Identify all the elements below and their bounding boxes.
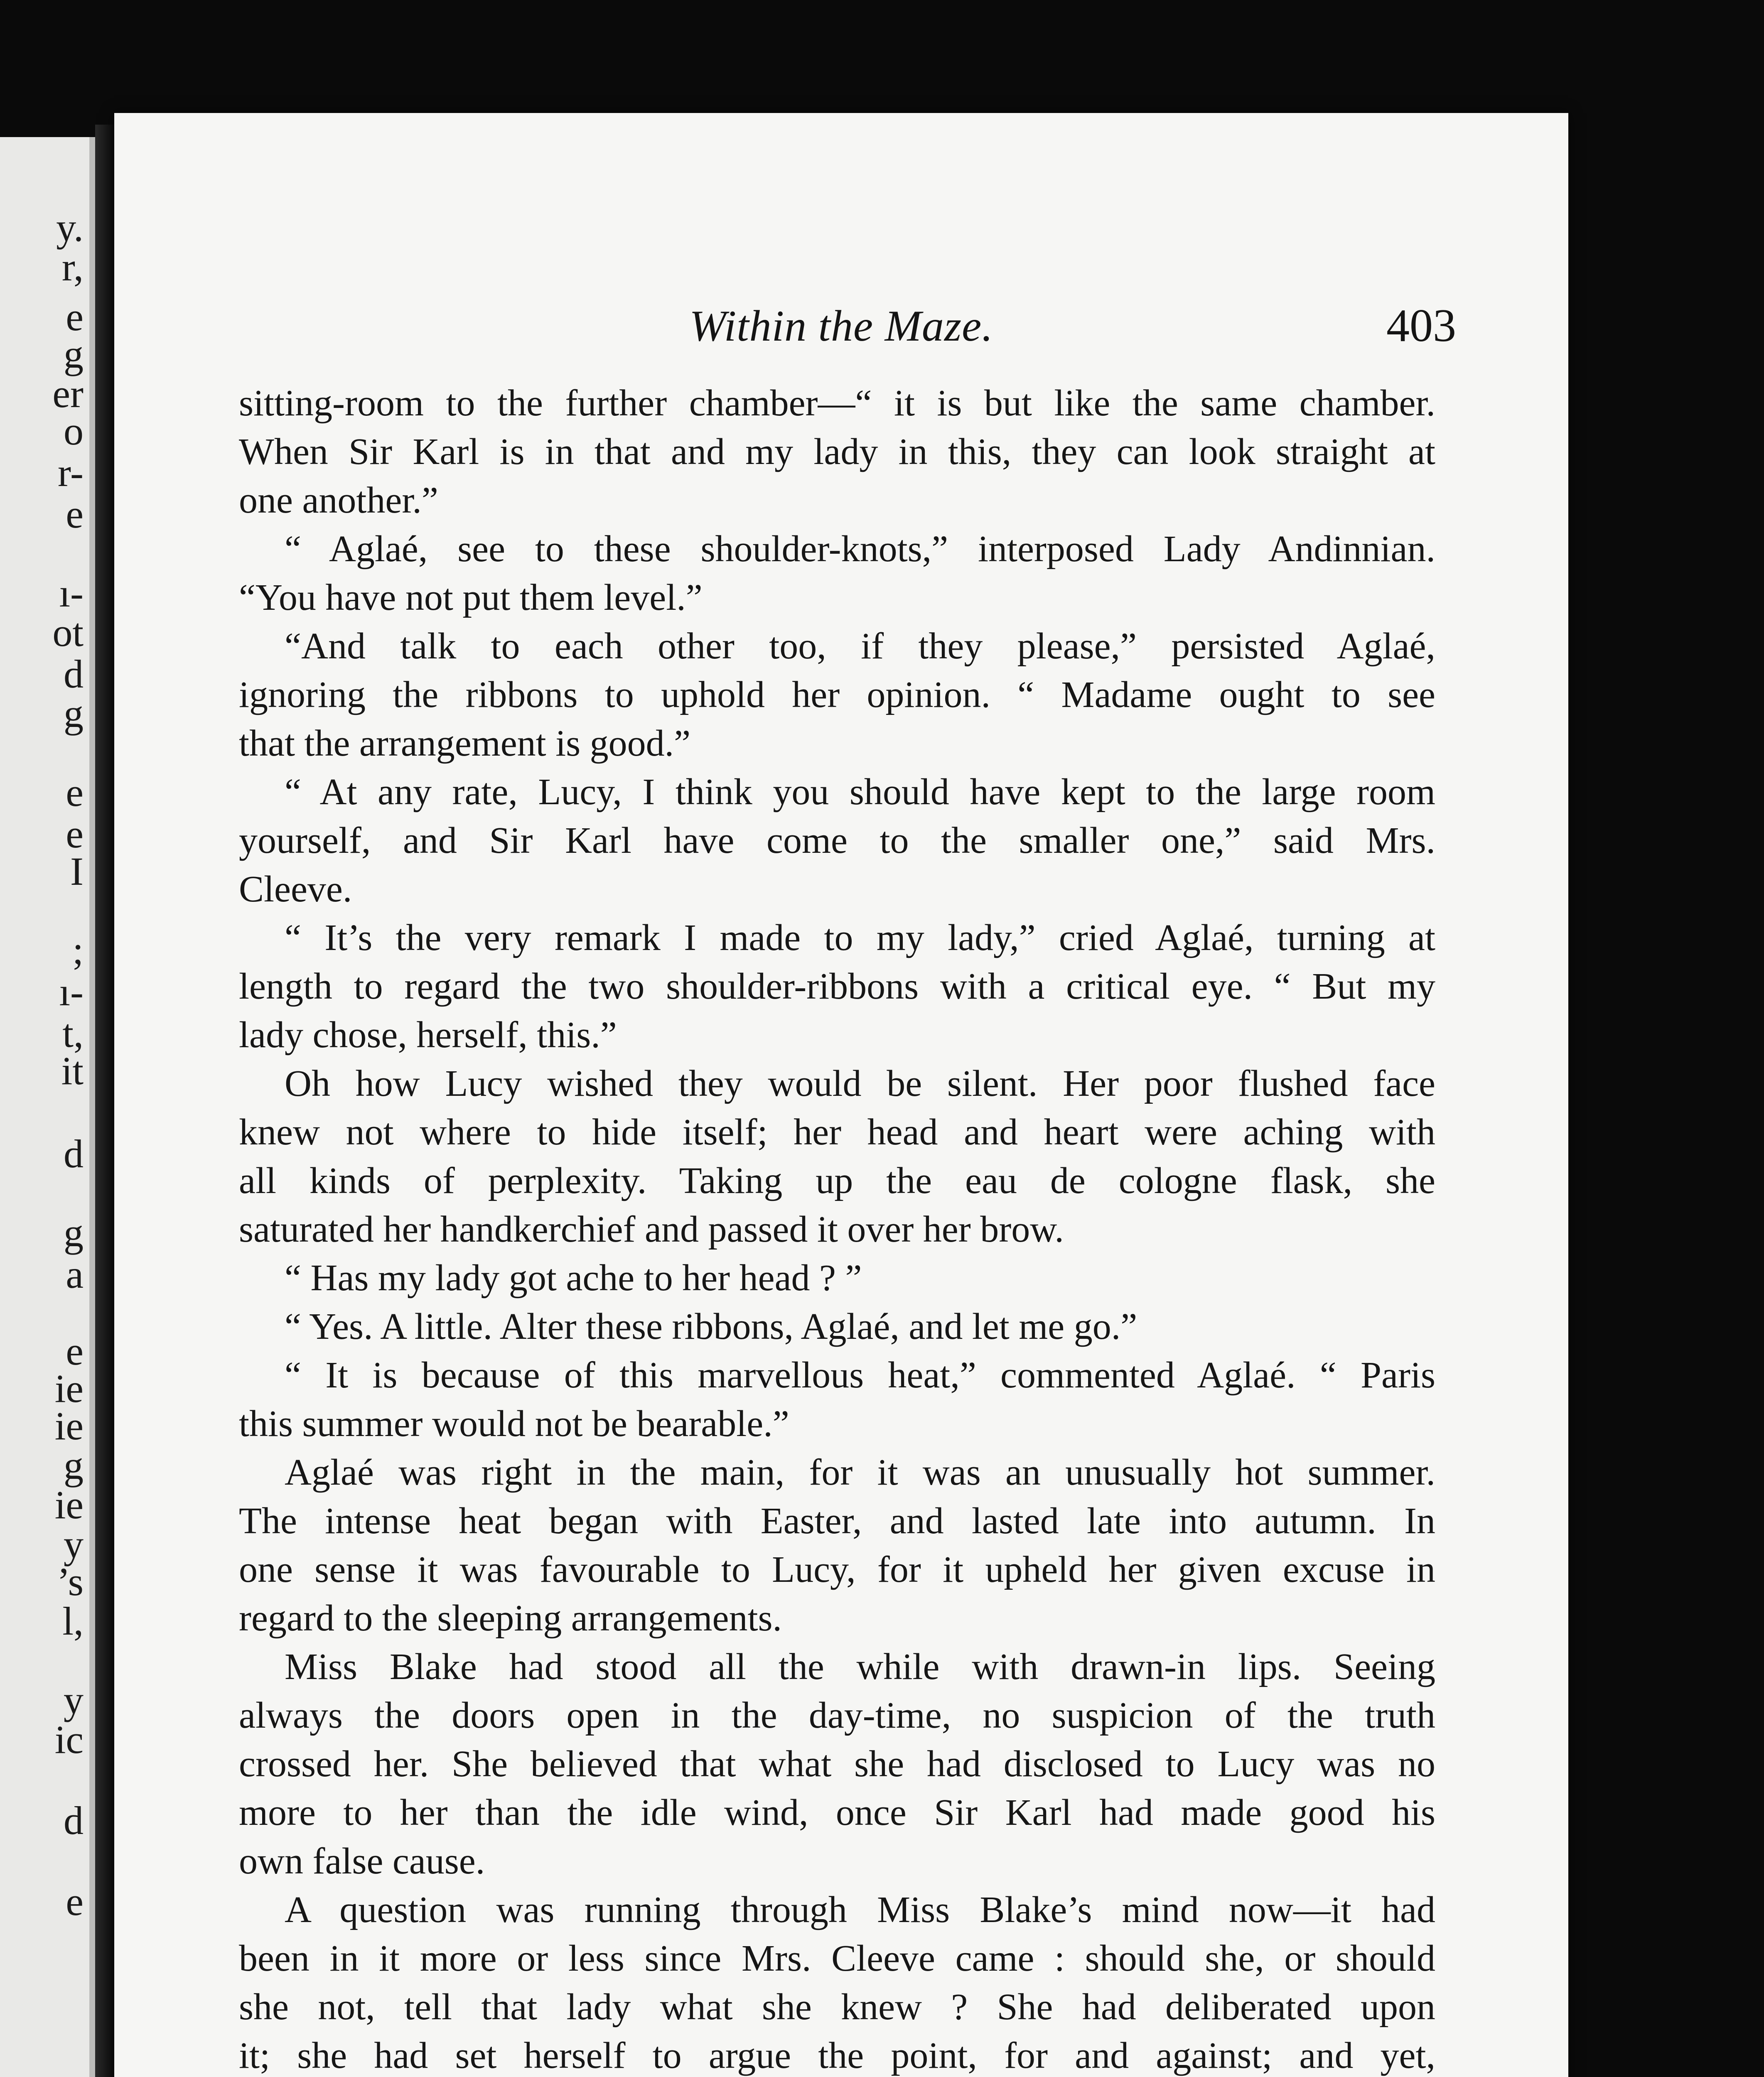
text-line: When Sir Karl is in that and my lady in this, they can look straight at [239,431,1435,472]
text-line: “ Yes. A little. Alter these ribbons, Aglaé, and let me go.” [285,1306,1138,1347]
text-line: yourself, and Sir Karl have come to the smaller one,” said Mrs. [239,820,1435,861]
text-line: The intense heat began with Easter, and lasted late into autumn. In [239,1500,1435,1542]
facing-page-fragment: ı- [59,571,84,615]
text-line: saturated her handkerchief and passed it over her brow. [239,1209,1064,1250]
text-line: length to regard the two shoulder-ribbons with a critical eye. “ But my [239,966,1435,1007]
facing-page-fragment: ie [54,1404,84,1448]
facing-page-fragment: ı- [59,970,84,1014]
facing-page-fragment: l, [62,1599,84,1643]
text-line: this summer would not be bearable.” [239,1403,789,1444]
facing-page-fragment: y [64,1522,84,1566]
facing-page-fragment: ie [54,1483,84,1527]
facing-page-fragment: e [66,492,84,536]
text-line: one another.” [239,480,438,521]
book-gutter [95,125,116,2077]
facing-page-fragment: e [66,812,84,856]
facing-page-fragment: ie [54,1366,84,1411]
facing-page-fragment: o [64,409,84,453]
text-line: ignoring the ribbons to uphold her opinion. “ Madame ought to see [239,674,1435,715]
facing-page-fragment: d [64,1132,84,1176]
text-line: she not, tell that lady what she knew ? She had deliberated upon [239,1986,1435,2028]
text-line: Cleeve. [239,869,352,910]
text-line: been in it more or less since Mrs. Cleeve came : should she, or should [239,1938,1435,1979]
facing-page-fragment: I [70,849,84,894]
facing-page-fragment: g [64,332,84,376]
facing-page-fragment: r, [61,245,84,289]
facing-page-fragment: d [64,1798,84,1843]
text-line: that the arrangement is good.” [239,723,691,764]
facing-page-fragment: it [61,1048,84,1093]
text-line: all kinds of perplexity. Taking up the eau de cologne flask, she [239,1160,1435,1201]
text-line: “ Has my lady got ache to her head ? ” [285,1257,862,1299]
text-line: always the doors open in the day-time, no suspicion of the truth [239,1695,1435,1736]
facing-page-fragment: ’s [57,1559,84,1604]
body-text [239,379,1435,2077]
text-line: “And talk to each other too, if they please,” persisted Aglaé, [285,626,1435,667]
text-line: it; she had set herself to argue the point, for and against; and yet, [239,2035,1435,2076]
text-line: crossed her. She believed that what she had disclosed to Lucy was no [239,1743,1435,1785]
facing-page-fragment: y [64,1678,84,1722]
facing-page-left [0,137,95,2077]
text-line: knew not where to hide itself; her head and heart were aching with [239,1112,1435,1153]
text-line: “ It is because of this marvellous heat,” commented Aglaé. “ Paris [285,1355,1435,1396]
facing-page-fragment: er [52,371,84,416]
facing-page-fragment: ot [52,610,84,655]
text-line: one sense it was favourable to Lucy, for it upheld her given excuse in [239,1549,1435,1590]
facing-page-fragment: y. [56,205,84,250]
text-line: Oh how Lucy wished they would be silent. Her poor flushed face [285,1063,1435,1104]
facing-page-fragment: ; [72,928,84,972]
text-line: “You have not put them level.” [239,577,703,618]
facing-page-fragment: g [64,691,84,736]
facing-page-fragment: t, [62,1011,84,1056]
text-line: regard to the sleeping arrangements. [239,1598,782,1639]
facing-page-fragment: d [64,652,84,696]
facing-page-fragment: a [66,1252,84,1296]
facing-page-fragment: g [64,1443,84,1488]
facing-page-fragment: r- [57,450,84,495]
text-line: Miss Blake had stood all the while with drawn-in lips. Seeing [285,1646,1435,1687]
facing-page-fragment: e [66,1329,84,1373]
text-line: more to her than the idle wind, once Sir Karl had made good his [239,1792,1435,1833]
facing-page-fragment: e [66,770,84,815]
text-line: A question was running through Miss Blake’s mind now—it had [285,1889,1435,1930]
facing-page-fragment: e [66,295,84,339]
text-line: “ At any rate, Lucy, I think you should have kept to the large room [285,771,1435,813]
text-line: “ It’s the very remark I made to my lady,” cried Aglaé, turning at [285,917,1435,958]
book-page [114,113,1568,2077]
text-line: lady chose, herself, this.” [239,1014,617,1056]
text-line: “ Aglaé, see to these shoulder-knots,” interposed Lady Andinnian. [285,528,1435,570]
text-line: Aglaé was right in the main, for it was an unusually hot summer. [285,1452,1435,1493]
text-line: own false cause. [239,1841,485,1882]
facing-page-fragment: e [66,1879,84,1924]
facing-page-fragment: g [64,1210,84,1255]
facing-page-fragment: ic [54,1717,84,1762]
text-line: sitting-room to the further chamber—“ it is but like the same chamber. [239,383,1435,424]
running-head: Within the Maze. [689,302,993,350]
page-number: 403 [1386,300,1456,351]
